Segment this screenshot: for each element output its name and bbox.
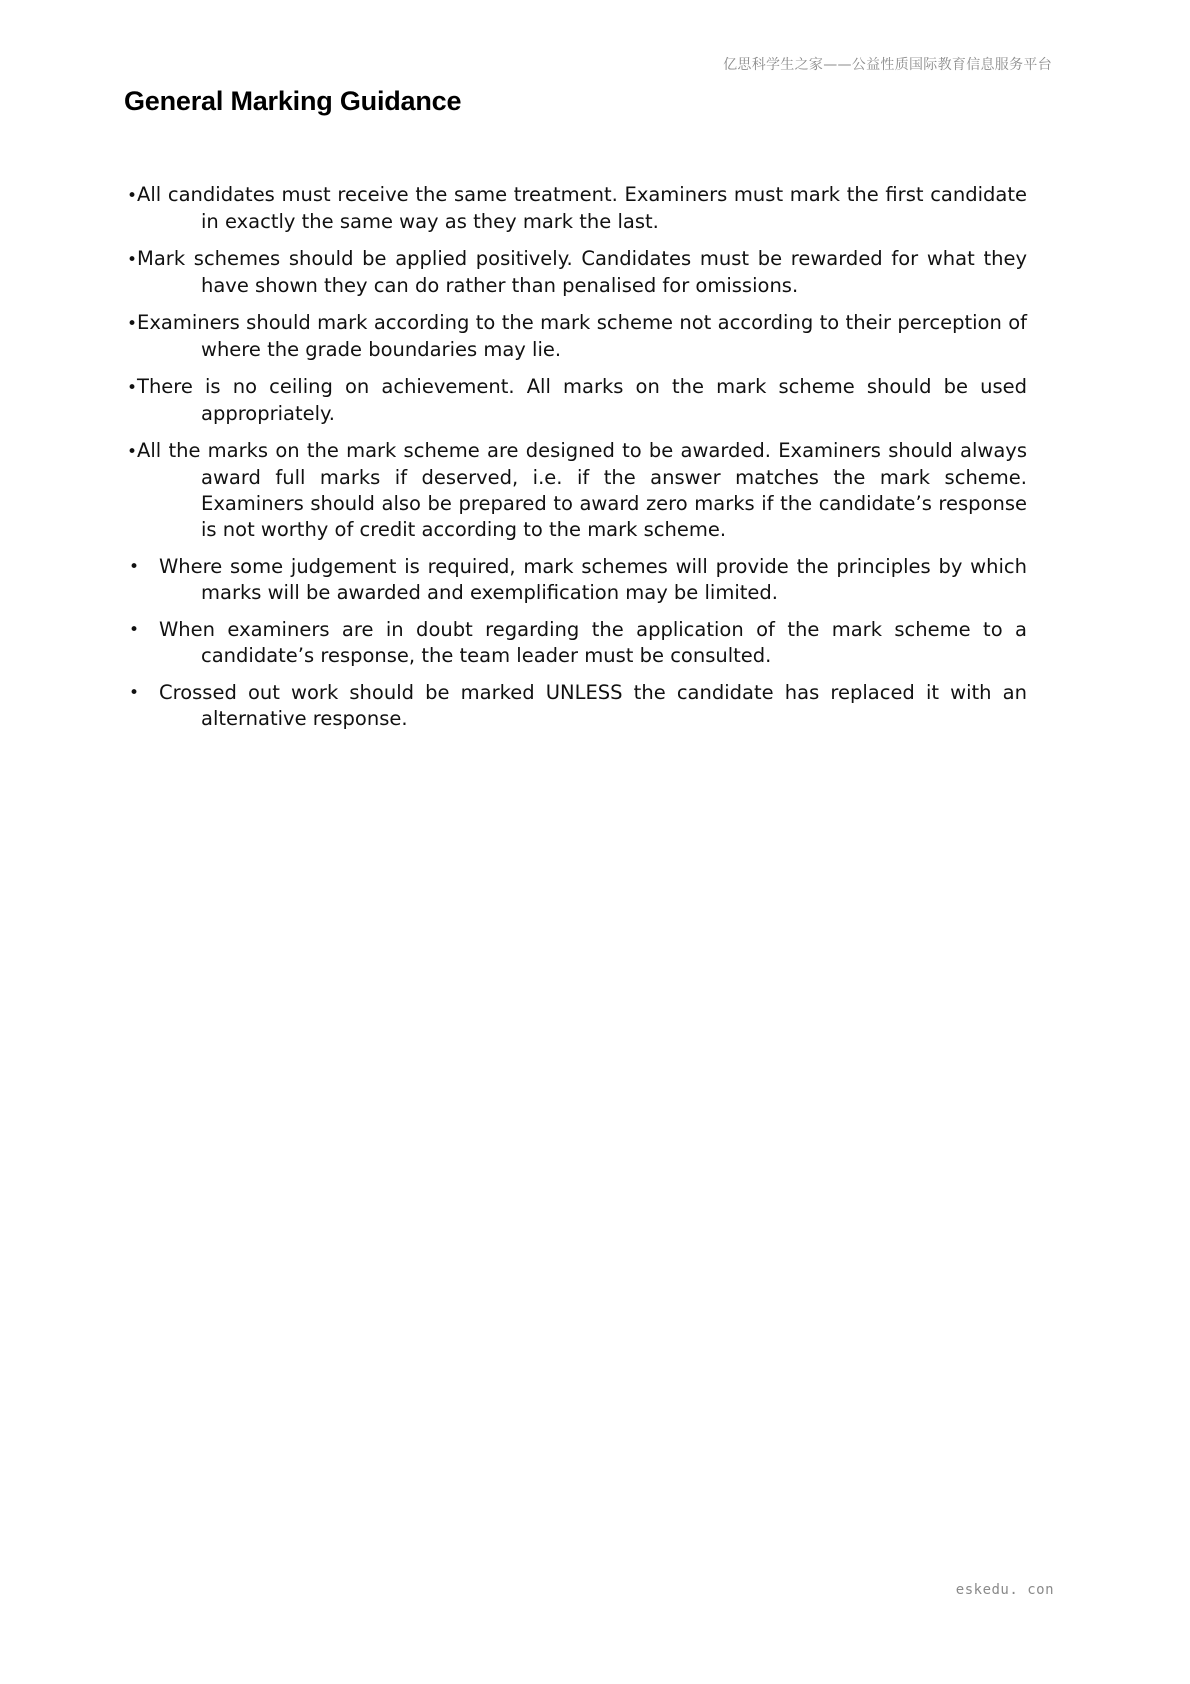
bullet-icon: • (127, 250, 138, 270)
guidance-item-text: Where some judgement is required, mark schemes will provide the principles by which marks will be awarded and exemplification may be limited. (159, 555, 1027, 604)
guidance-list (127, 182, 1027, 743)
bullet-icon: • (127, 442, 138, 462)
guidance-item (127, 617, 1027, 669)
bullet-icon: • (129, 683, 140, 703)
guidance-item (127, 438, 1027, 543)
guidance-item-text: When examiners are in doubt regarding the application of the mark scheme to a candidate’s response, the team leader must be consulted. (159, 618, 1027, 667)
bullet-icon: • (127, 186, 138, 206)
guidance-item-text: Examiners should mark according to the mark scheme not according to their perception of where the grade boundaries may lie. (137, 311, 1027, 361)
guidance-item (127, 246, 1027, 299)
guidance-item-text: Mark schemes should be applied positively. Candidates must be rewarded for what they have shown they can do rather than penalised for omissions. (137, 247, 1027, 297)
bullet-icon: • (127, 314, 138, 334)
guidance-item-text: All candidates must receive the same treatment. Examiners must mark the first candidate in exactly the same way as they mark the last. (137, 183, 1027, 233)
footer-site-text: eskedu. con (955, 1582, 1054, 1598)
guidance-item (127, 310, 1027, 363)
header-watermark-text: 亿思科学生之家——公益性质国际教育信息服务平台 (723, 57, 1052, 73)
guidance-item (127, 680, 1027, 732)
guidance-item (127, 374, 1027, 427)
guidance-item-text: Crossed out work should be marked UNLESS the candidate has replaced it with an alternative response. (159, 681, 1027, 730)
bullet-icon: • (129, 620, 140, 640)
guidance-item-text: There is no ceiling on achievement. All marks on the mark scheme should be used appropriately. (137, 375, 1027, 425)
bullet-icon: • (129, 557, 140, 577)
guidance-item (127, 554, 1027, 606)
bullet-icon: • (127, 378, 138, 398)
page-title: General Marking Guidance (124, 86, 462, 116)
guidance-item (127, 182, 1027, 235)
guidance-item-text: All the marks on the mark scheme are designed to be awarded. Examiners should always award full marks if deserved, i.e. if the answer matches the mark scheme. Examiners should also be prepared to award zero marks if the candidate’s response is not worthy of credit according to the mark scheme. (137, 439, 1027, 541)
